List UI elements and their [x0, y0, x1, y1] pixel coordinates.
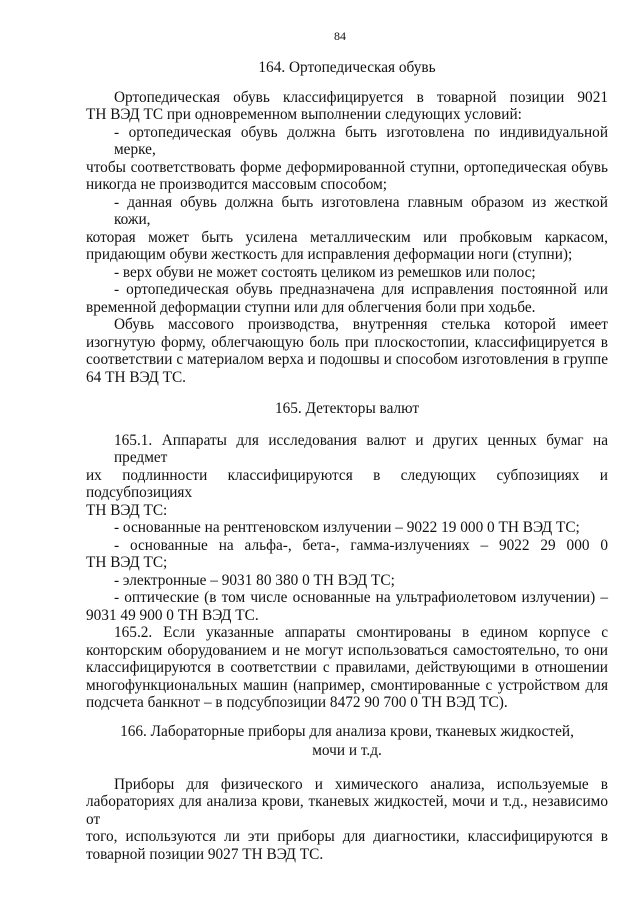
text-line: 165.2. Если указанные аппараты смонтированы в едином корпусе с	[114, 624, 608, 641]
text-line: ТН ВЭД ТС при одновременном выполнении следующих условий:	[86, 106, 522, 123]
text-line: которая может быть усилена металлическим или пробковым каркасом,	[86, 228, 608, 246]
text-line: чтобы соответствовать форме деформированной ступни, ортопедическая обувь	[86, 158, 608, 176]
text-line: 165.1. Аппараты для исследования валют и других ценных бумаг на предмет	[114, 431, 608, 466]
paragraph	[86, 89, 608, 124]
text-line: соответствии с материалом верха и подошвы и способом изготовления в группе	[86, 351, 608, 368]
text-line: придающим обуви жесткость для исправления деформации ноги (ступни);	[86, 246, 573, 263]
page-number: 84	[334, 29, 346, 43]
text-line: - ортопедическая обувь должна быть изготовлена по индивидуальной мерке,	[114, 123, 608, 158]
section-title-line: 165. Детекторы валют	[274, 400, 420, 417]
text-line: - электронные – 9031 80 380 0 ТН ВЭД ТС;	[114, 571, 395, 589]
text-line: - ортопедическая обувь предназначена для исправления постоянной или	[114, 281, 608, 298]
text-line: - основанные на рентгеновском излучении – 9022 19 000 0 ТН ВЭД ТС;	[114, 519, 580, 536]
text-line: классифицируются в соответствии с правилами, действующими в отношении	[86, 659, 608, 676]
text-line: 9031 49 900 0 ТН ВЭД ТС.	[86, 606, 259, 624]
paragraph	[86, 572, 608, 590]
paragraph	[86, 776, 608, 864]
paragraph	[86, 589, 608, 624]
text-line: 64 ТН ВЭД ТС.	[86, 368, 186, 386]
section-title-line: мочи и т.д.	[312, 742, 382, 759]
text-line: временной деформации ступни или для облегчения боли при ходьбе.	[86, 298, 536, 316]
text-line: ТН ВЭД ТС;	[86, 554, 168, 571]
text-line: многофункциональных машин (например, смонтированные с устройством для	[86, 676, 608, 694]
text-line: - основанные на альфа-, бета-, гамма-излучениях – 9022 29 000 0	[114, 536, 608, 554]
text-line: ТН ВЭД ТС:	[86, 501, 168, 519]
text-line: того, используются ли эти приборы для диагностики, классифицируются в	[86, 828, 608, 845]
text-line: никогда не производится массовым способом;	[86, 176, 388, 193]
text-line: - верх обуви не может состоять целиком из ремешков или полос;	[114, 263, 536, 281]
section-title	[86, 722, 608, 761]
text-line: конторским оборудованием и не могут использоваться самостоятельно, то они	[86, 641, 608, 659]
text-line: подсчета банкнот – в подсубпозиции 8472 90 700 0 ТН ВЭД ТС).	[86, 694, 508, 711]
text-line: Ортопедическая обувь классифицируется в товарной позиции 9021	[114, 88, 608, 106]
paragraph	[86, 624, 608, 712]
paragraph	[86, 194, 608, 264]
section-title	[86, 399, 608, 419]
text-line: - оптические (в том числе основанные на ультрафиолетовом излучении) –	[114, 589, 608, 606]
paragraph	[86, 316, 608, 386]
paragraph	[86, 281, 608, 316]
text-line: лабораториях для анализа крови, тканевых жидкостей, мочи и т.д., независимо от	[86, 793, 608, 828]
section-body	[86, 432, 608, 712]
text-line: Приборы для физического и химического анализа, используемые в	[114, 775, 608, 793]
text-line: товарной позиции 9027 ТН ВЭД ТС.	[86, 845, 324, 863]
text-line: Обувь массового производства, внутренняя стелька которой имеет	[114, 316, 608, 333]
section-body	[86, 89, 608, 387]
paragraph	[86, 264, 608, 282]
section-title	[86, 58, 608, 78]
section-title-line: 164. Ортопедическая обувь	[258, 59, 436, 76]
text-line: их подлинности классифицируются в следующих субпозициях и подсубпозициях	[86, 466, 608, 501]
paragraph	[86, 124, 608, 194]
paragraph	[86, 432, 608, 520]
text-line: изогнутую форму, облегчающую боль при плоскостопии, классифицируется в	[86, 333, 608, 351]
text-line: - данная обувь должна быть изготовлена главным образом из жесткой кожи,	[114, 193, 608, 228]
paragraph	[86, 519, 608, 537]
section-body	[86, 776, 608, 864]
paragraph	[86, 537, 608, 572]
section-title-line: 166. Лабораторные приборы для анализа крови, тканевых жидкостей,	[120, 722, 574, 740]
